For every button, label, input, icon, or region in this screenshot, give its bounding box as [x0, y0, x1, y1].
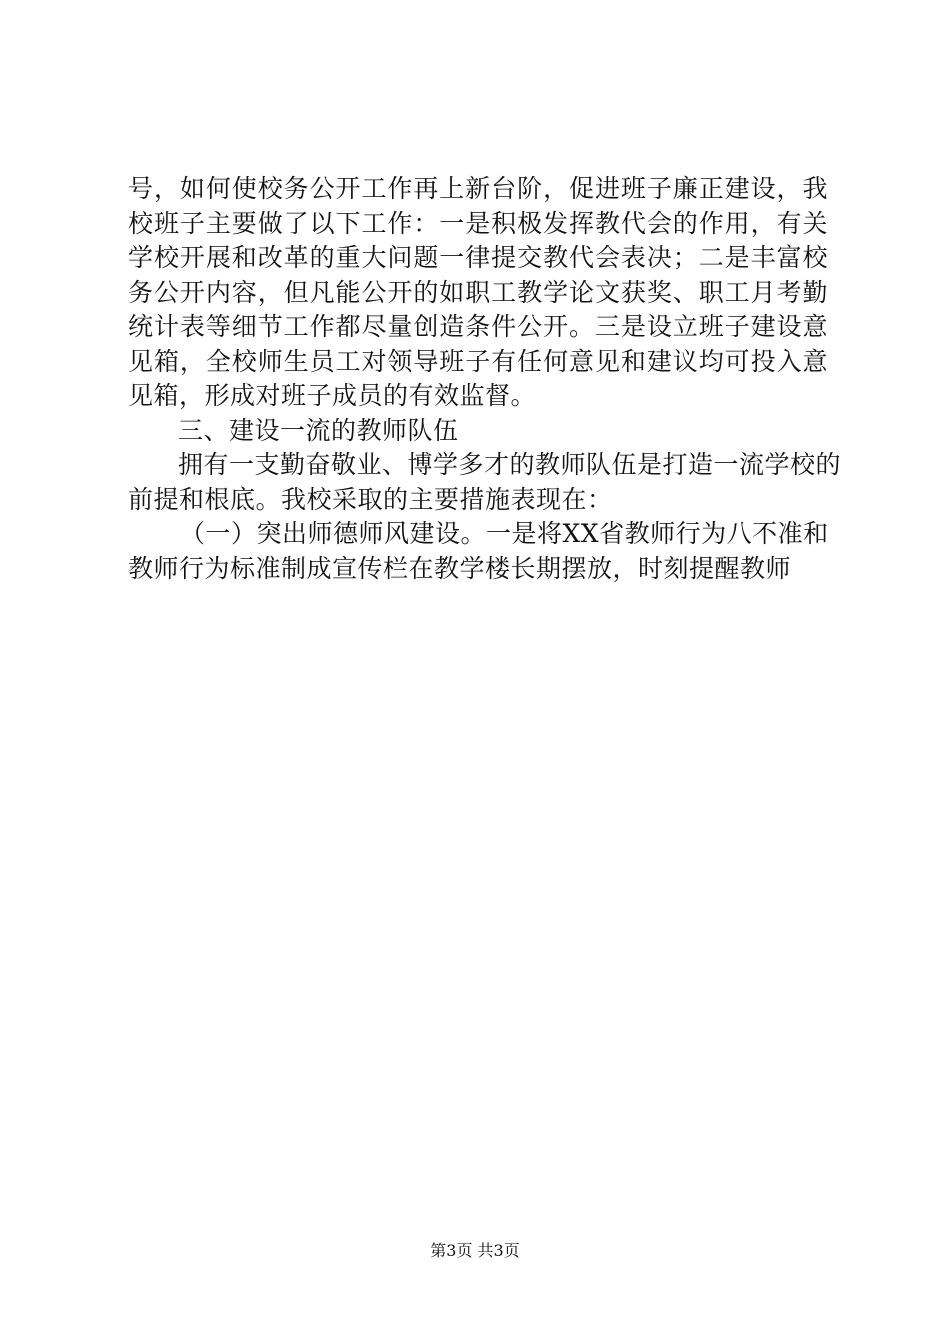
paragraph-line: 学校开展和改革的重大问题一律提交教代会表决；二是丰富校 [128, 243, 828, 272]
paragraph-line: （一）突出师德师风建设。一是将XX省教师行为八不准和 [180, 519, 829, 548]
paragraph-line: 见箱，全校师生员工对领导班子有任何意见和建议均可投入意 [128, 346, 828, 376]
paragraph-line: 统计表等细节工作都尽量创造条件公开。三是设立班子建设意 [128, 312, 828, 341]
paragraph-line: 务公开内容，但凡能公开的如职工教学论文获奖、职工月考勤 [128, 277, 828, 307]
paragraph-line: 校班子主要做了以下工作：一是积极发挥教代会的作用，有关 [128, 208, 828, 238]
paragraph-line: 号，如何使校务公开工作再上新台阶，促进班子廉正建设，我 [128, 174, 828, 203]
body-text [128, 172, 842, 586]
section-heading: 三、建设一流的教师队伍 [178, 415, 459, 445]
paragraph-line: 前提和根底。我校采取的主要措施表现在： [128, 484, 613, 514]
page-number-footer: 第3页 共3页 [430, 1241, 520, 1260]
paragraph-line: 教师行为标准制成宣传栏在教学楼长期摆放，时刻提醒教师 [128, 553, 792, 583]
paragraph-line: 见箱，形成对班子成员的有效监督。 [128, 381, 537, 410]
paragraph-line: 拥有一支勤奋敬业、博学多才的教师队伍是打造一流学校的 [178, 450, 842, 479]
